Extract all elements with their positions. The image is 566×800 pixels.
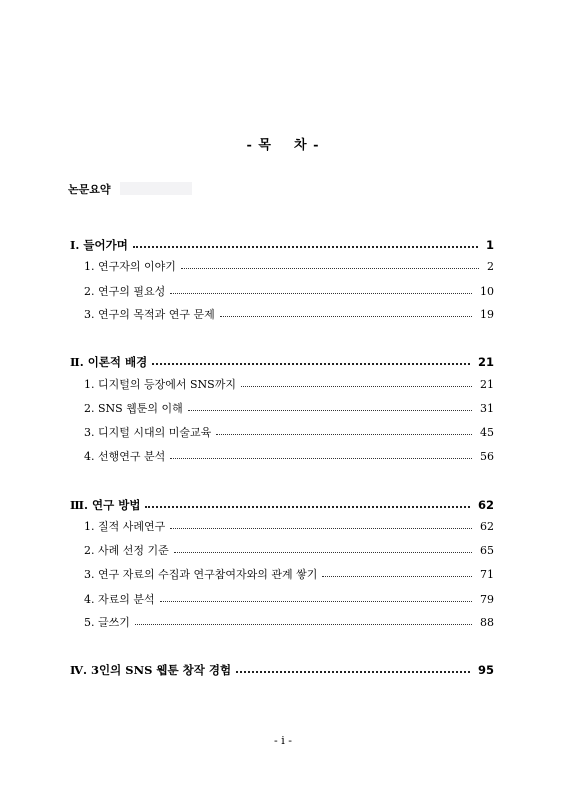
toc-dot-leader	[170, 458, 472, 459]
toc-entry-title: 3. 연구 자료의 수집과 연구참여자와의 관계 쌓기	[84, 566, 320, 584]
toc-dot-leader	[181, 268, 479, 269]
toc-entry-title: 4. 자료의 분석	[84, 591, 158, 609]
toc-dot-leader	[241, 386, 472, 387]
toc-section-row[interactable]	[0, 258, 566, 276]
toc-dot-leader	[236, 671, 470, 673]
toc-section-row[interactable]	[0, 283, 566, 301]
toc-entry-title: Ⅳ. 3인의 SNS 웹툰 창작 경험	[70, 661, 234, 679]
toc-entry-page: 21	[474, 353, 494, 371]
toc-entry-page: 56	[476, 448, 494, 466]
toc-entry-title: 5. 글쓰기	[84, 614, 133, 632]
toc-dot-leader	[216, 434, 472, 435]
toc-chapter-row[interactable]	[0, 496, 566, 514]
toc-entry-title: 2. 사례 선정 기준	[84, 542, 172, 560]
toc-entry-page: 2	[483, 258, 494, 276]
toc-entry-title: 1. 연구자의 이야기	[84, 258, 179, 276]
toc-entry-page: 21	[476, 376, 494, 394]
toc-chapter-row[interactable]	[0, 661, 566, 679]
toc-entry-title: Ⅰ. 들어가며	[70, 236, 131, 254]
toc-entry-page: 62	[476, 518, 494, 536]
toc-section-row[interactable]	[0, 614, 566, 632]
toc-dot-leader	[145, 506, 470, 508]
abstract-label: 논문요약	[68, 183, 111, 196]
toc-section-row[interactable]	[0, 424, 566, 442]
toc-dot-leader	[133, 246, 478, 248]
toc-entry-title: Ⅱ. 이론적 배경	[70, 353, 150, 371]
toc-dot-leader	[152, 363, 470, 365]
toc-entry-page: 31	[476, 400, 494, 418]
toc-section-row[interactable]	[0, 591, 566, 609]
toc-entry-title: 1. 디지털의 등장에서 SNS까지	[84, 376, 239, 394]
page-number-footer: - i -	[274, 734, 292, 747]
toc-entry-title: Ⅲ. 연구 방법	[70, 496, 143, 514]
toc-dot-leader	[135, 624, 472, 625]
toc-dot-leader	[174, 552, 472, 553]
toc-dot-leader	[322, 576, 472, 577]
toc-entry-title: 3. 연구의 목적과 연구 문제	[84, 306, 218, 324]
abstract-highlight	[120, 182, 192, 195]
toc-dot-leader	[160, 601, 472, 602]
toc-entry-page: 19	[476, 306, 494, 324]
toc-entry-title: 2. 연구의 필요성	[84, 283, 168, 301]
toc-entry-page: 95	[474, 661, 494, 679]
page-title: - 목 차 -	[246, 138, 320, 153]
toc-entry-page: 45	[476, 424, 494, 442]
toc-section-row[interactable]	[0, 376, 566, 394]
toc-dot-leader	[220, 316, 472, 317]
toc-entry-title: 4. 선행연구 분석	[84, 448, 168, 466]
toc-entry-title: 2. SNS 웹툰의 이해	[84, 400, 186, 418]
toc-section-row[interactable]	[0, 306, 566, 324]
toc-section-row[interactable]	[0, 566, 566, 584]
toc-entry-title: 1. 질적 사례연구	[84, 518, 168, 536]
toc-entry-page: 88	[476, 614, 494, 632]
toc-chapter-row[interactable]	[0, 236, 566, 254]
toc-section-row[interactable]	[0, 518, 566, 536]
toc-entry-page: 71	[476, 566, 494, 584]
toc-entry-page: 10	[476, 283, 494, 301]
toc-section-row[interactable]	[0, 400, 566, 418]
toc-section-row[interactable]	[0, 542, 566, 560]
toc-chapter-row[interactable]	[0, 353, 566, 371]
toc-dot-leader	[170, 528, 472, 529]
toc-section-row[interactable]	[0, 448, 566, 466]
toc-entry-page: 65	[476, 542, 494, 560]
toc-entry-page: 79	[476, 591, 494, 609]
toc-entry-title: 3. 디지털 시대의 미술교육	[84, 424, 214, 442]
toc-dot-leader	[188, 410, 472, 411]
toc-dot-leader	[170, 293, 472, 294]
toc-entry-page: 1	[482, 236, 494, 254]
toc-entry-page: 62	[474, 496, 494, 514]
